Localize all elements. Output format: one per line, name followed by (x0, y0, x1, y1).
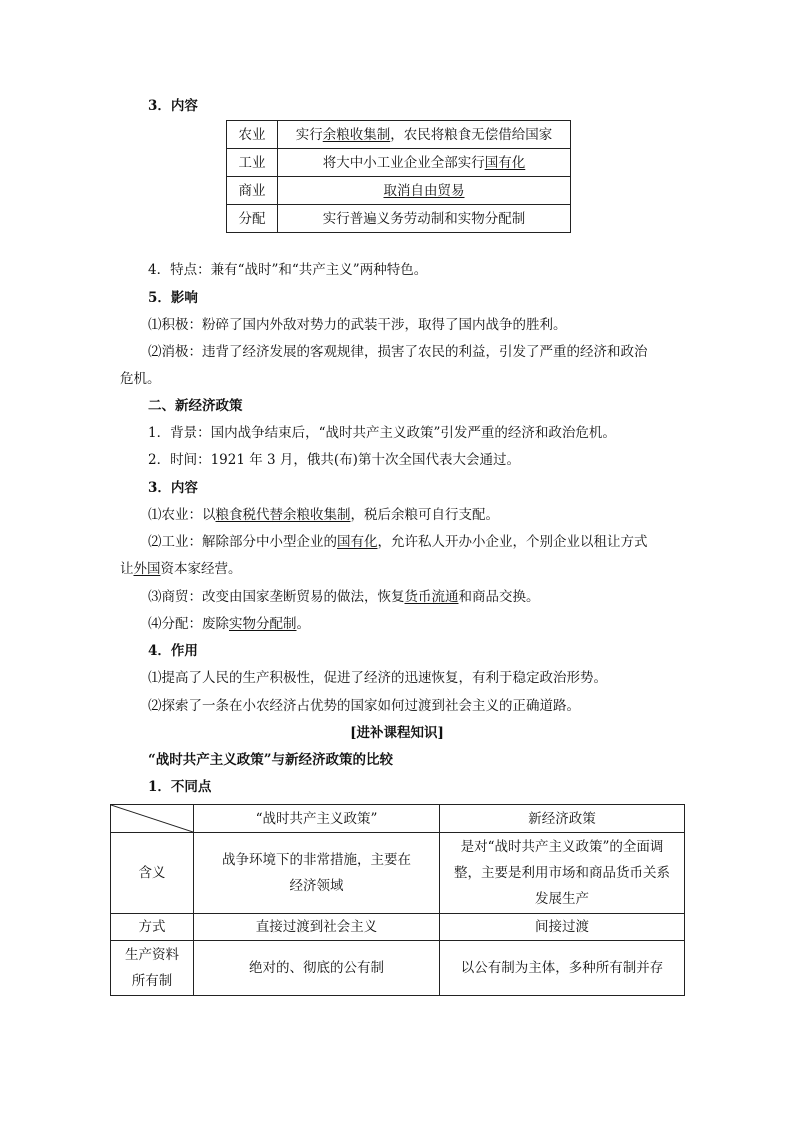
row-value: 实行普遍义务劳动制和实物分配制 (278, 205, 571, 233)
effect-2: ⑵探索了一条在小农经济占优势的国家如何过渡到社会主义的正确道路。 (148, 698, 580, 714)
row-label: 生产资料所有制 (111, 941, 194, 996)
positive-impact: ⑴积极：粉碎了国内外敌对势力的武装干涉，取得了国内战争的胜利。 (148, 317, 567, 333)
row-value: 将大中小工业企业全部实行国有化 (278, 149, 571, 177)
distribution-text: ⑷分配：废除实物分配制。 (148, 616, 310, 632)
row-key: 农业 (227, 121, 278, 149)
row-value: 取消自由贸易 (278, 177, 571, 205)
table-row (111, 914, 685, 941)
col-header-wartime: “战时共产主义政策” (194, 805, 440, 833)
industry-text: ⑵工业：解除部分中小型企业的国有化，允许私人开办小企业，个别企业以租让方式 (148, 534, 648, 550)
row-key: 商业 (227, 177, 278, 205)
table-row (227, 121, 571, 149)
row-label: 含义 (111, 833, 194, 914)
background-text: 1．背景：国内战争结束后，“战时共产主义政策”引发严重的经济和政治危机。 (148, 425, 616, 441)
table-row (227, 177, 571, 205)
row-key: 分配 (227, 205, 278, 233)
diff-heading: 1．不同点 (148, 779, 212, 795)
content-heading: 3．内容 (148, 98, 198, 114)
table-header-row (111, 805, 685, 833)
feature-text: 4．特点：兼有“战时”和“共产主义”两种特色。 (148, 262, 428, 278)
cell-nep: 以公有制为主体，多种所有制并存 (440, 941, 685, 996)
policy-content-table (226, 120, 571, 233)
commerce-text: ⑶商贸：改变由国家垄断贸易的做法，恢复货币流通和商品交换。 (148, 589, 540, 605)
impact-heading: 5．影响 (148, 290, 198, 306)
content-heading-2: 3．内容 (148, 480, 198, 496)
col-header-nep: 新经济政策 (440, 805, 685, 833)
negative-impact: ⑵消极：违背了经济发展的客观规律，损害了农民的利益，引发了严重的经济和政治 (148, 344, 648, 360)
diagonal-cell (111, 805, 194, 833)
cell-nep: 间接过渡 (440, 914, 685, 941)
row-value: 实行余粮收集制，农民将粮食无偿借给国家 (278, 121, 571, 149)
cell-nep: 是对“战时共产主义政策”的全面调整，主要是利用市场和商品货币关系发展生产 (440, 833, 685, 914)
cell-wartime: 绝对的、彻底的公有制 (194, 941, 440, 996)
agri-text: ⑴农业：以粮食税代替余粮收集制，税后余粮可自行支配。 (148, 507, 499, 523)
cell-wartime: 战争环境下的非常措施，主要在经济领域 (194, 833, 440, 914)
table-row (111, 833, 685, 914)
row-key: 工业 (227, 149, 278, 177)
effect-heading: 4．作用 (148, 643, 198, 659)
table-row (227, 149, 571, 177)
cell-wartime: 直接过渡到社会主义 (194, 914, 440, 941)
row-label: 方式 (111, 914, 194, 941)
table-row (227, 205, 571, 233)
table-row (111, 941, 685, 996)
section-title: 二、新经济政策 (148, 398, 243, 414)
effect-1: ⑴提高了人民的生产积极性，促进了经济的迅速恢复，有利于稳定政治形势。 (148, 670, 607, 686)
comparison-table (110, 804, 685, 996)
negative-impact-cont: 危机。 (120, 371, 161, 387)
time-text: 2．时间：1921 年 3 月，俄共(布)第十次全国代表大会通过。 (148, 452, 520, 468)
compare-title: “战时共产主义政策”与新经济政策的比较 (148, 752, 394, 768)
diagonal-line (111, 805, 193, 832)
industry-text-cont: 让外国资本家经营。 (120, 561, 242, 577)
bracket-title: [进补课程知识] (350, 725, 444, 741)
